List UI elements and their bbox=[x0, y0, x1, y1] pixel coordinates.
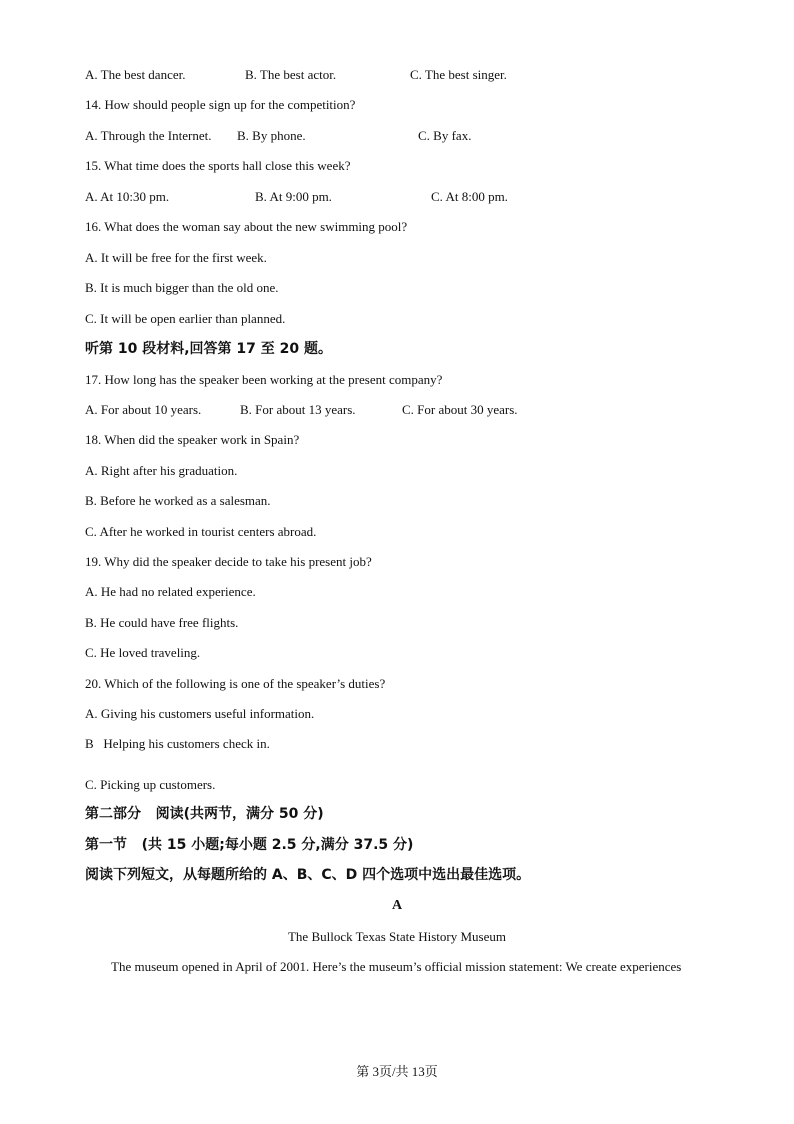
q20-option-b: B Helping his customers check in. bbox=[85, 736, 270, 751]
q18-option-b: B. Before he worked as a salesman. bbox=[85, 493, 271, 508]
q20-option-a: A. Giving his customers useful information. bbox=[85, 706, 315, 721]
q15-option-b: B. At 9:00 pm. bbox=[255, 189, 332, 204]
q17-stem: 17. How long has the speaker been working at the present company? bbox=[85, 372, 443, 387]
q15-option-c: C. At 8:00 pm. bbox=[431, 189, 508, 204]
q14-option-a: A. Through the Internet. bbox=[85, 128, 212, 143]
passage-letter: A bbox=[391, 898, 403, 913]
q14-stem: 14. How should people sign up for the competition? bbox=[85, 97, 356, 112]
passage-title: The Bullock Texas State History Museum bbox=[287, 929, 507, 944]
q14-option-c: C. By fax. bbox=[418, 128, 472, 143]
q20-stem: 20. Which of the following is one of the speaker’s duties? bbox=[85, 676, 386, 691]
part2-instruction: 阅读下列短文，从每题所给的 A、B、C、D 四个选项中选出最佳选项。 bbox=[85, 867, 531, 883]
q16-option-a: A. It will be free for the first week. bbox=[85, 250, 267, 265]
q17-option-c: C. For about 30 years. bbox=[402, 402, 518, 417]
q19-option-a: A. He had no related experience. bbox=[85, 584, 256, 599]
q17-option-b: B. For about 13 years. bbox=[240, 402, 356, 417]
q19-option-c: C. He loved traveling. bbox=[85, 645, 201, 660]
q15-option-a: A. At 10:30 pm. bbox=[85, 189, 170, 204]
part2-section1-heading: 第一节 (共 15 小题;每小题 2.5 分,满分 37.5 分) bbox=[85, 837, 414, 853]
q16-stem: 16. What does the woman say about the new swimming pool? bbox=[85, 219, 408, 234]
q18-option-a: A. Right after his graduation. bbox=[85, 463, 238, 478]
q16-option-b: B. It is much bigger than the old one. bbox=[85, 280, 279, 295]
q14-option-b: B. By phone. bbox=[237, 128, 306, 143]
section-10-heading: 听第 10 段材料,回答第 17 至 20 题。 bbox=[85, 341, 333, 357]
q13-option-a: A. The best dancer. bbox=[85, 67, 186, 82]
q18-stem: 18. When did the speaker work in Spain? bbox=[85, 432, 300, 447]
passage-first-line: The museum opened in April of 2001. Here’s the museum’s official mission statement: We create experiences bbox=[111, 959, 682, 974]
q17-option-a: A. For about 10 years. bbox=[85, 402, 202, 417]
q20-option-c: C. Picking up customers. bbox=[85, 777, 216, 792]
q16-option-c: C. It will be open earlier than planned. bbox=[85, 311, 286, 326]
q18-option-c: C. After he worked in tourist centers abroad. bbox=[85, 524, 317, 539]
part2-heading: 第二部分 阅读(共两节，满分 50 分) bbox=[85, 806, 324, 822]
q19-option-b: B. He could have free flights. bbox=[85, 615, 239, 630]
page-number-footer: 第 3页/共 13页 bbox=[356, 1064, 438, 1079]
q15-stem: 15. What time does the sports hall close this week? bbox=[85, 158, 351, 173]
q13-option-b: B. The best actor. bbox=[245, 67, 337, 82]
q13-option-c: C. The best singer. bbox=[410, 67, 507, 82]
q19-stem: 19. Why did the speaker decide to take his present job? bbox=[85, 554, 372, 569]
